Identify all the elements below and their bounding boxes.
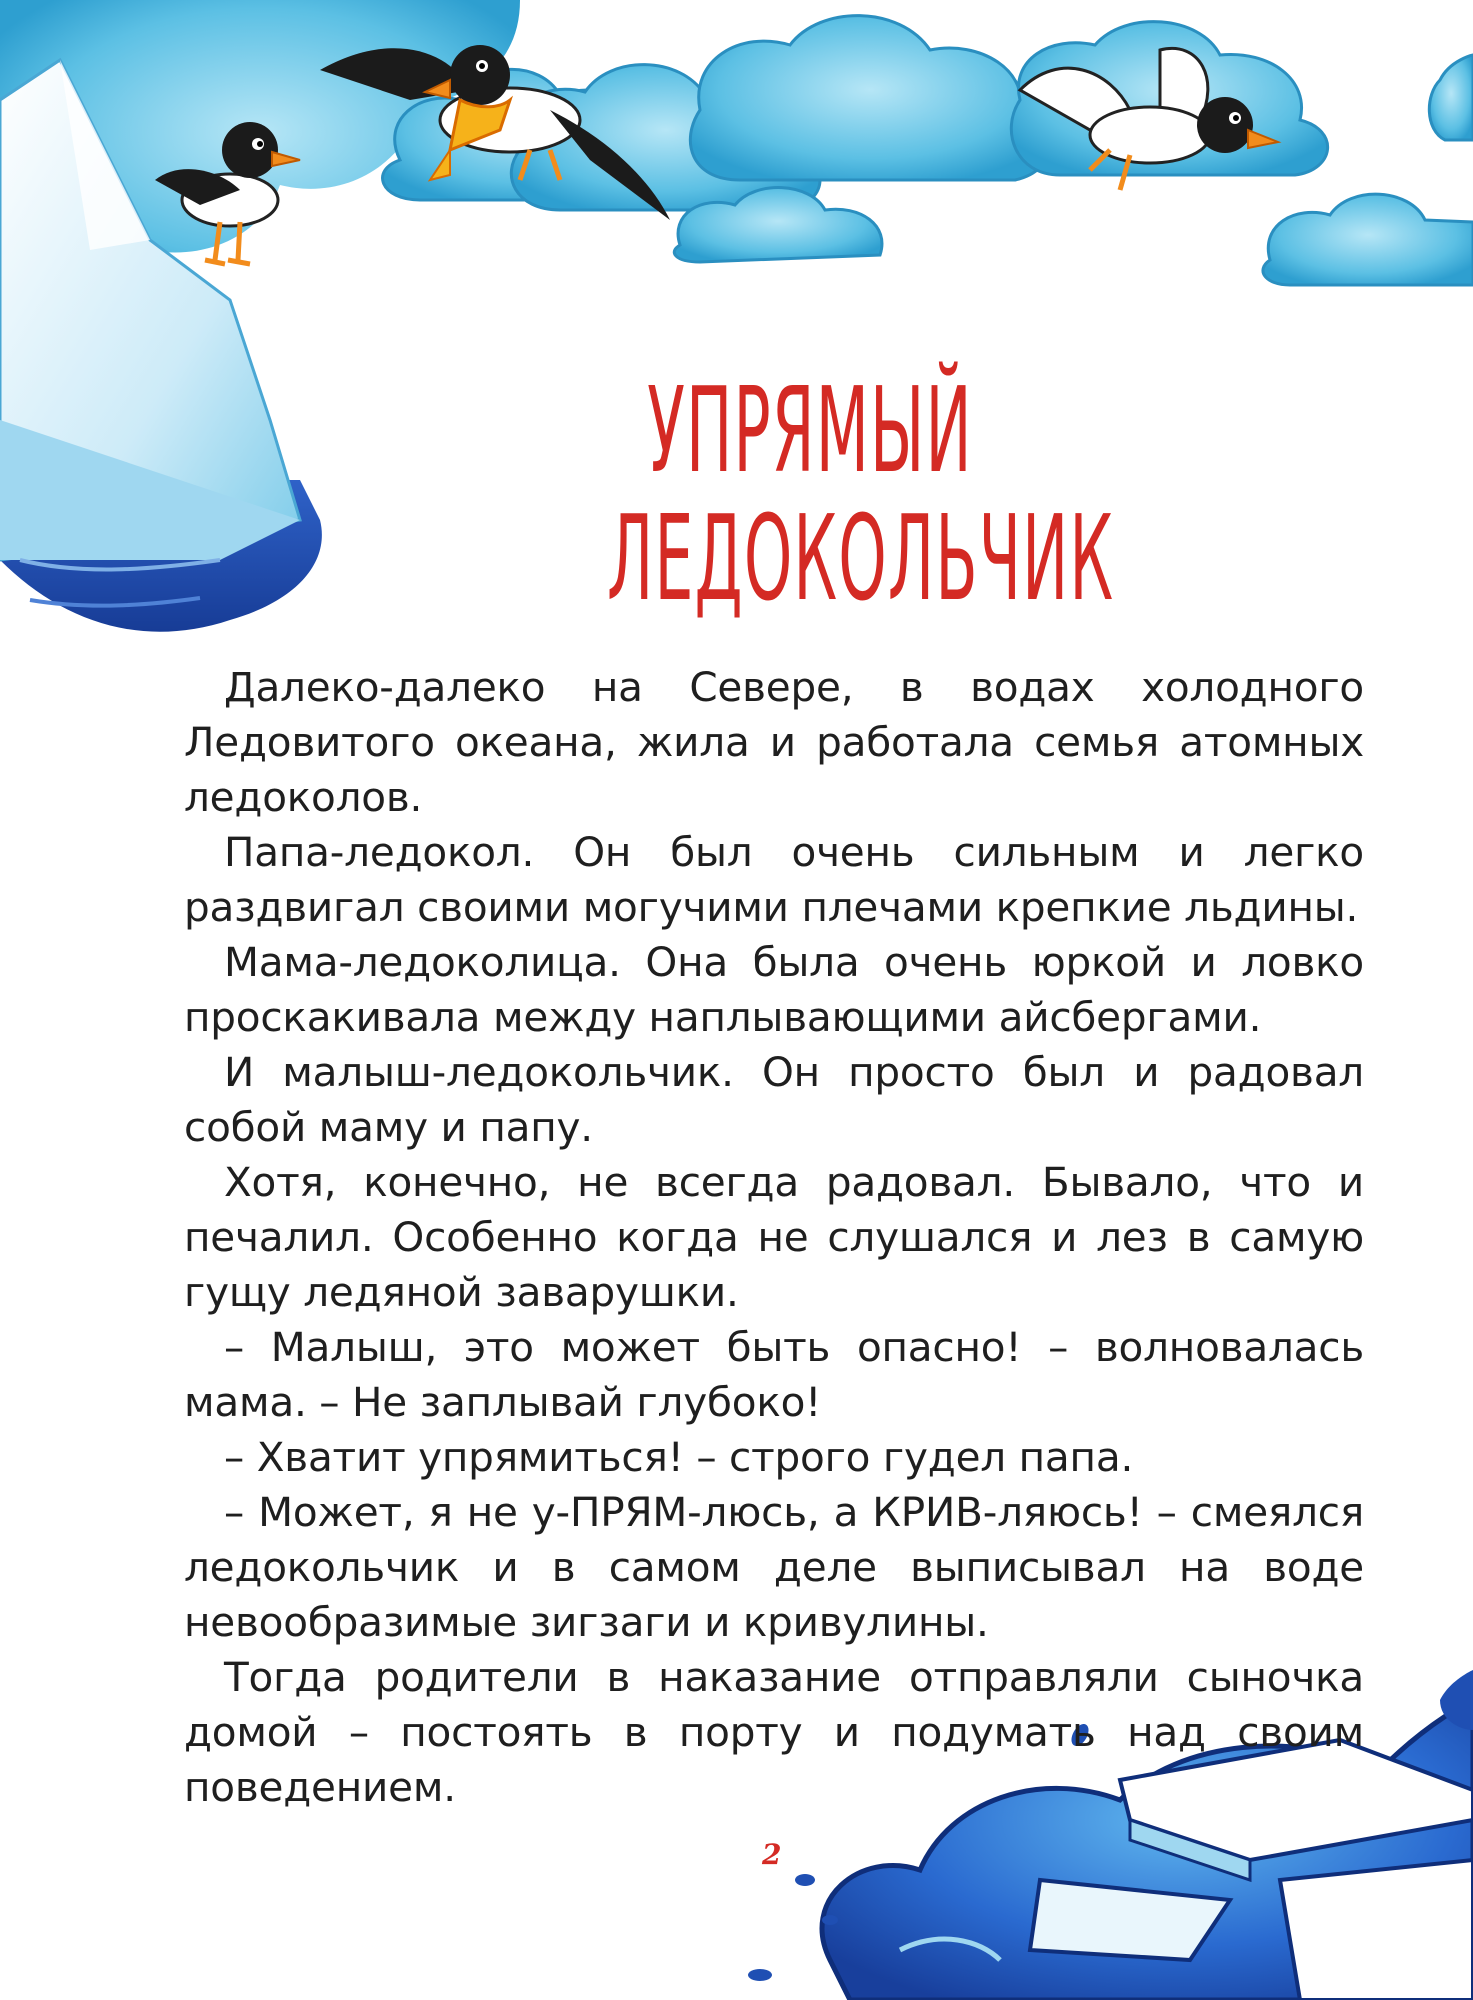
paragraph: Папа-ледокол. Он был очень сильным и легко раздвигал своими могучими плечами крепкие льдины.: [184, 828, 1364, 931]
paragraph: Хотя, конечно, не всегда радовал. Бывало, что и печалил. Особенно когда не слушался и лез в самую гущу ледяной заварушки.: [184, 1158, 1364, 1316]
paragraph: – Малыш, это может быть опасно! – волновалась мама. – Не заплывай глубоко!: [184, 1323, 1364, 1426]
paragraph: Мама-ледоколица. Она была очень юркой и ловко проскакивала между наплывающими айсбергами.: [184, 938, 1364, 1041]
paragraph: И малыш-ледокольчик. Он просто был и радовал собой маму и папу.: [184, 1048, 1364, 1151]
paragraph: – Может, я не у-ПРЯМ-люсь, а КРИВ-ляюсь! – смеялся ледокольчик и в самом деле выписывал на воде невообразимые зигзаги и кривулины.: [184, 1488, 1364, 1646]
story-text: [184, 660, 1364, 1815]
cloud-icon: [383, 16, 1473, 285]
title-line-1: УПРЯМЫЙ: [647, 361, 973, 500]
paragraph: Далеко-далеко на Севере, в водах холодного Ледовитого океана, жила и работала семья атомных ледоколов.: [184, 663, 1364, 821]
paragraph: – Хватит упрямиться! – строго гудел папа.: [224, 1433, 1134, 1481]
paragraph: Тогда родители в наказание отправляли сыночка домой – постоять в порту и подумать над своим поведением.: [184, 1653, 1364, 1811]
title-line-2: ЛЕДОКОЛЬЧИК: [607, 489, 1115, 628]
story-title: [607, 361, 1115, 628]
page-number: 2: [762, 1838, 782, 1871]
